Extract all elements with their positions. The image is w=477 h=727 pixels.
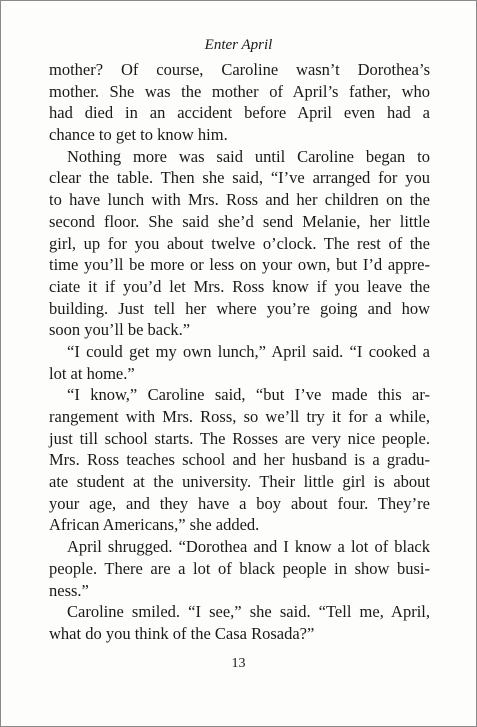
text-line: Caroline smiled. “I see,” she said. “Tell me, April, (67, 602, 430, 622)
text-line: to have lunch with Mrs. Ross and her children on the (49, 190, 430, 210)
text-line: African Americans,” she added. (49, 515, 260, 535)
text-line: girl, up for you about twelve o’clock. The rest of the (49, 233, 430, 253)
body-text (49, 59, 430, 645)
text-line: “I know,” Caroline said, “but I’ve made this ar- (67, 385, 430, 405)
text-line: people. There are a lot of black people in show busi- (49, 558, 430, 578)
text-line: just till school starts. The Rosses are very nice people. (49, 428, 430, 448)
text-line: ciate it if you’d let Mrs. Ross know if you leave the (49, 276, 430, 296)
text-line: ness.” (49, 580, 89, 600)
text-line: clear the table. Then she said, “I’ve arranged for you (49, 168, 430, 188)
page-number: 13 (231, 656, 246, 671)
text-line: your age, and they have a boy about four. They’re (49, 493, 430, 513)
text-line: time you’ll be more or less on your own, but I’d appre- (49, 255, 430, 275)
text-line: “I could get my own lunch,” April said. “I cooked a (67, 341, 430, 361)
running-head: Enter April (204, 37, 273, 53)
text-line: rangement with Mrs. Ross, so we’ll try it for a while, (49, 407, 430, 426)
text-line: second floor. She said she’d send Melanie, her little (49, 211, 430, 231)
text-line: had died in an accident before April even had a (49, 103, 430, 123)
text-line: Mrs. Ross teaches school and her husband is a gradu- (49, 450, 430, 470)
text-line: Nothing more was said until Caroline began to (67, 146, 430, 166)
text-line: soon you’ll be back.” (49, 320, 191, 340)
text-line: chance to get to know him. (49, 125, 228, 145)
text-line: what do you think of the Casa Rosada?” (49, 623, 315, 643)
text-line: ate student at the university. Their little girl is about (49, 472, 430, 492)
text-line: lot at home.” (49, 363, 135, 383)
text-line: April shrugged. “Dorothea and I know a lot of black (67, 537, 430, 557)
text-line: mother? Of course, Caroline wasn’t Dorothea’s (49, 60, 430, 79)
text-line: mother. She was the mother of April’s father, who (49, 81, 430, 101)
text-line: building. Just tell her where you’re going and how (49, 298, 430, 318)
